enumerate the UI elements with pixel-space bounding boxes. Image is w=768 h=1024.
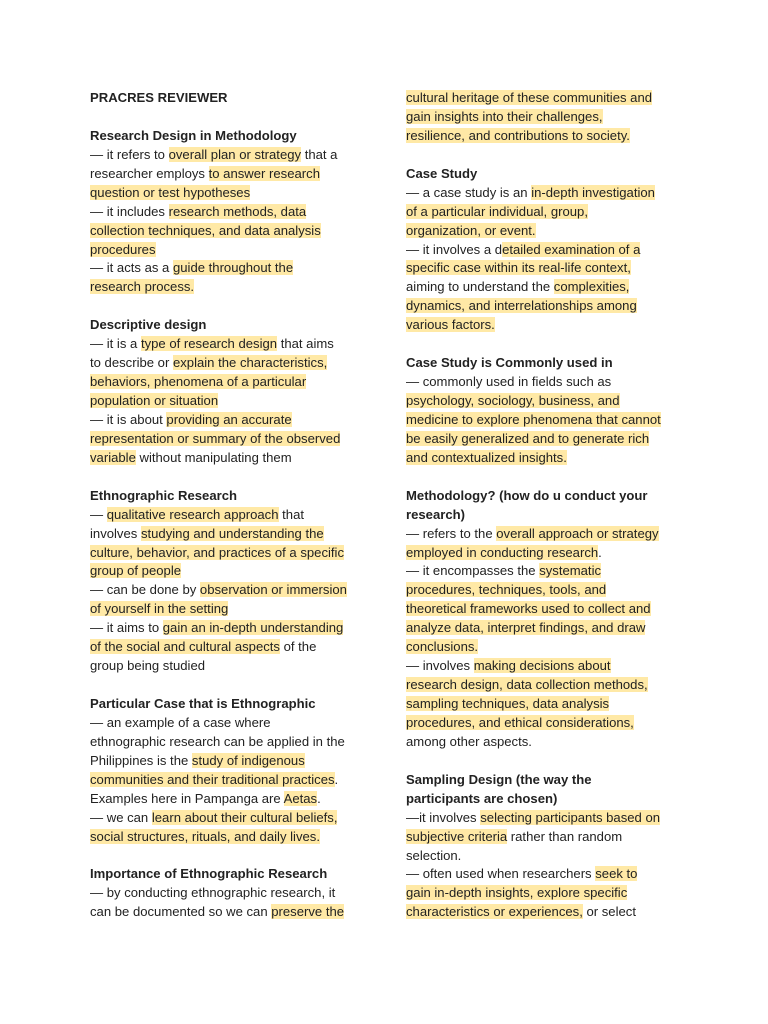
highlighted-text: culture, behavior, and practices of a specific <box>90 544 345 560</box>
text-run: Research Design in Methodology <box>90 127 297 143</box>
text-line <box>406 316 686 335</box>
highlighted-text: characteristics or experiences, <box>406 904 583 920</box>
text-line <box>406 430 686 449</box>
text-run: PRACRES REVIEWER <box>90 90 228 105</box>
highlighted-text: sampling techniques, data analysis <box>406 696 610 711</box>
text-line <box>406 619 686 638</box>
text-run: — refers to the <box>406 525 497 541</box>
text-run: —it involves <box>406 809 481 825</box>
highlighted-text: gain an in-depth understanding <box>162 620 344 636</box>
section-heading <box>406 771 686 790</box>
text-line <box>90 222 375 241</box>
text-run: to describe or <box>90 355 173 371</box>
right-column <box>406 89 686 922</box>
highlighted-text: systematic <box>539 563 602 579</box>
highlighted-text: collection techniques, and data analysis <box>90 222 321 238</box>
highlighted-text: learn about their cultural beliefs, <box>151 809 338 825</box>
text-run: — an example of a case where <box>90 714 271 730</box>
text-line <box>90 809 375 828</box>
text-line <box>406 544 686 563</box>
text-run: Case Study is Commonly used in <box>406 355 613 371</box>
text-line <box>90 259 375 278</box>
highlighted-text: research methods, data <box>168 203 307 219</box>
text-run: — it is a <box>90 336 141 352</box>
text-run: — it includes <box>90 203 169 219</box>
text-run: rather than random <box>507 828 623 844</box>
highlighted-text: subjective criteria <box>406 828 508 844</box>
text-line <box>406 449 686 468</box>
text-line <box>406 809 686 828</box>
highlighted-text: of the social and cultural aspects <box>90 639 280 655</box>
highlighted-text: overall approach or strategy <box>496 525 659 541</box>
text-line <box>406 278 686 297</box>
text-line <box>406 865 686 884</box>
text-run: — it acts as a <box>90 260 173 276</box>
text-line <box>90 562 375 581</box>
highlighted-text: theoretical frameworks used to collect and <box>406 601 651 617</box>
highlighted-text: conclusions. <box>406 639 479 655</box>
text-run: Sampling Design (the way the <box>406 771 592 787</box>
text-line <box>90 544 375 563</box>
text-run: can be documented so we can <box>90 904 272 920</box>
highlighted-text: representation or summary of the observed <box>90 430 341 446</box>
text-run: — commonly used in fields such as <box>406 374 612 390</box>
text-line <box>406 127 686 146</box>
text-run: aiming to understand the <box>406 279 554 295</box>
highlighted-text: organization, or event. <box>406 222 536 238</box>
section-heading <box>90 127 375 146</box>
highlighted-text: social structures, rituals, and daily lives. <box>90 828 320 844</box>
highlighted-text: behaviors, phenomena of a particular <box>90 374 307 390</box>
text-run: Philippines is the <box>90 752 192 768</box>
highlighted-text: qualitative research approach <box>106 506 279 522</box>
text-run: research) <box>406 506 465 522</box>
text-run: — involves <box>406 658 474 674</box>
highlighted-text: in-depth investigation <box>531 184 655 200</box>
text-run: . <box>317 790 321 806</box>
section-heading <box>90 316 375 335</box>
paragraph-gap <box>406 468 686 487</box>
text-line <box>90 657 375 676</box>
text-line <box>406 676 686 695</box>
text-line <box>406 828 686 847</box>
text-run: — by conducting ethnographic research, it <box>90 885 336 901</box>
highlighted-text: cultural heritage of these communities and <box>406 90 653 105</box>
paragraph-gap <box>90 297 375 316</box>
highlighted-text: overall plan or strategy <box>168 146 302 162</box>
section-heading <box>90 487 375 506</box>
highlighted-text: procedures, techniques, tools, and <box>406 582 607 598</box>
section-heading <box>406 487 686 506</box>
text-run: Importance of Ethnographic Research <box>90 866 328 882</box>
section-heading <box>406 506 686 525</box>
text-run: researcher employs <box>90 165 209 181</box>
highlighted-text: selecting participants based on <box>480 809 661 825</box>
highlighted-text: complexities, <box>553 279 630 295</box>
text-line <box>90 373 375 392</box>
highlighted-text: be easily generalized and to generate rich <box>406 430 650 446</box>
text-line <box>90 828 375 847</box>
text-run: participants are chosen) <box>406 790 558 806</box>
text-run: — it aims to <box>90 620 163 636</box>
text-line <box>90 525 375 544</box>
highlighted-text: of yourself in the setting <box>90 601 229 617</box>
text-line <box>90 278 375 297</box>
highlighted-text: to answer research <box>208 165 320 181</box>
text-line <box>90 184 375 203</box>
text-run: . <box>334 771 339 787</box>
highlighted-text: providing an accurate <box>166 411 292 427</box>
text-line <box>90 884 375 903</box>
left-column <box>90 89 375 922</box>
section-heading <box>90 865 375 884</box>
highlighted-text: variable <box>90 449 136 465</box>
highlighted-text: various factors. <box>406 317 495 333</box>
text-line <box>90 714 375 733</box>
paragraph-gap <box>90 468 375 487</box>
text-line <box>90 638 375 657</box>
text-line <box>406 903 686 922</box>
highlighted-text: and contextualized insights. <box>406 449 567 465</box>
highlighted-text: question or test hypotheses <box>90 184 251 200</box>
text-run: selection. <box>406 847 462 863</box>
highlighted-text: procedures, and ethical considerations, <box>406 714 634 730</box>
text-line <box>90 146 375 165</box>
text-line <box>406 695 686 714</box>
text-run: . <box>598 544 602 560</box>
highlighted-text: analyze data, interpret findings, and draw <box>406 620 646 636</box>
text-run: — we can <box>90 809 152 825</box>
highlighted-text: making decisions about <box>473 658 611 674</box>
text-line <box>90 506 375 525</box>
highlighted-text: procedures <box>90 241 156 257</box>
highlighted-text: research process. <box>90 279 195 295</box>
section-heading <box>406 165 686 184</box>
text-run: — it is about <box>90 411 167 427</box>
highlighted-text: type of research design <box>140 336 278 352</box>
text-run: that <box>278 506 304 522</box>
text-line <box>406 392 686 411</box>
text-run: — can be done by <box>90 582 200 598</box>
paragraph-gap <box>406 146 686 165</box>
text-run: Case Study <box>406 165 478 181</box>
text-line <box>406 241 686 260</box>
highlighted-text: communities and their traditional practices <box>90 771 335 787</box>
text-line <box>406 847 686 866</box>
text-line <box>406 638 686 657</box>
paragraph-gap <box>90 847 375 866</box>
text-line <box>406 733 686 752</box>
text-line <box>90 790 375 809</box>
highlighted-text: dynamics, and interrelationships among <box>406 298 637 314</box>
text-line <box>90 203 375 222</box>
text-line <box>90 771 375 790</box>
text-line <box>406 373 686 392</box>
paragraph-gap <box>406 752 686 771</box>
text-line <box>90 903 375 922</box>
text-run: that aims <box>277 336 334 352</box>
text-run: without manipulating them <box>135 449 292 465</box>
text-line <box>406 884 686 903</box>
text-run: Particular Case that is Ethnographic <box>90 696 316 711</box>
text-line <box>406 714 686 733</box>
text-line <box>90 165 375 184</box>
section-heading <box>406 790 686 809</box>
text-line <box>90 430 375 449</box>
highlighted-text: studying and understanding the <box>140 525 324 541</box>
text-run: involves <box>90 525 141 541</box>
highlighted-text: group of people <box>90 563 182 579</box>
highlighted-text: gain insights into their challenges, <box>406 108 603 124</box>
text-line <box>406 657 686 676</box>
highlighted-text: employed in conducting research <box>406 544 599 560</box>
highlighted-text: observation or immersion <box>199 582 347 598</box>
highlighted-text: guide throughout the <box>172 260 294 276</box>
paragraph-gap <box>90 108 375 127</box>
text-run: Examples here in Pampanga are <box>90 790 284 806</box>
highlighted-text: specific case within its real-life context, <box>406 260 631 276</box>
highlighted-text: medicine to explore phenomena that cannot <box>406 411 661 427</box>
text-line <box>406 222 686 241</box>
highlighted-text: of a particular individual, group, <box>406 203 588 219</box>
text-line <box>90 411 375 430</box>
highlighted-text: population or situation <box>90 393 219 408</box>
text-run: — a case study is an <box>406 184 532 200</box>
highlighted-text: psychology, sociology, business, and <box>406 393 620 408</box>
text-run: or select <box>582 904 636 920</box>
text-run: — it refers to <box>90 146 169 162</box>
text-run: ethnographic research can be applied in the <box>90 733 345 749</box>
highlighted-text: preserve the <box>271 904 345 920</box>
text-run: — it encompasses the <box>406 563 540 579</box>
text-run: Descriptive design <box>90 317 207 333</box>
text-line <box>406 297 686 316</box>
text-line <box>90 619 375 638</box>
highlighted-text: explain the characteristics, <box>172 355 328 371</box>
text-line <box>90 354 375 373</box>
text-line <box>406 581 686 600</box>
text-run: Methodology? (how do u conduct your <box>406 487 648 503</box>
text-line <box>406 108 686 127</box>
paragraph-gap <box>90 676 375 695</box>
text-line <box>406 89 686 108</box>
highlighted-text: etailed examination of a <box>502 241 641 257</box>
highlighted-text: resilience, and contributions to society. <box>406 127 630 143</box>
text-line <box>90 449 375 468</box>
text-run: Ethnographic Research <box>90 487 237 503</box>
text-run: of the <box>279 639 317 655</box>
paragraph-gap <box>406 335 686 354</box>
text-run: group being studied <box>90 658 206 674</box>
text-run: — it involves a d <box>406 241 503 257</box>
text-run: — <box>90 506 107 522</box>
text-run: that a <box>301 146 338 162</box>
section-heading <box>406 354 686 373</box>
text-line <box>406 600 686 619</box>
text-line <box>406 562 686 581</box>
section-heading <box>90 89 375 108</box>
text-line <box>406 411 686 430</box>
text-line <box>406 259 686 278</box>
highlighted-text: study of indigenous <box>191 752 305 768</box>
text-line <box>90 335 375 354</box>
text-line <box>406 525 686 544</box>
text-line <box>90 600 375 619</box>
highlighted-text: seek to <box>595 866 638 882</box>
text-run: among other aspects. <box>406 733 532 749</box>
highlighted-text: research design, data collection methods, <box>406 677 648 693</box>
highlighted-text: gain in-depth insights, explore specific <box>406 885 628 901</box>
text-line <box>90 733 375 752</box>
text-line <box>90 241 375 260</box>
text-line <box>90 581 375 600</box>
text-line <box>90 752 375 771</box>
text-line <box>406 184 686 203</box>
text-line <box>406 203 686 222</box>
text-run: — often used when researchers <box>406 866 596 882</box>
text-line <box>90 392 375 411</box>
highlighted-text: Aetas <box>283 790 318 806</box>
section-heading <box>90 695 375 714</box>
